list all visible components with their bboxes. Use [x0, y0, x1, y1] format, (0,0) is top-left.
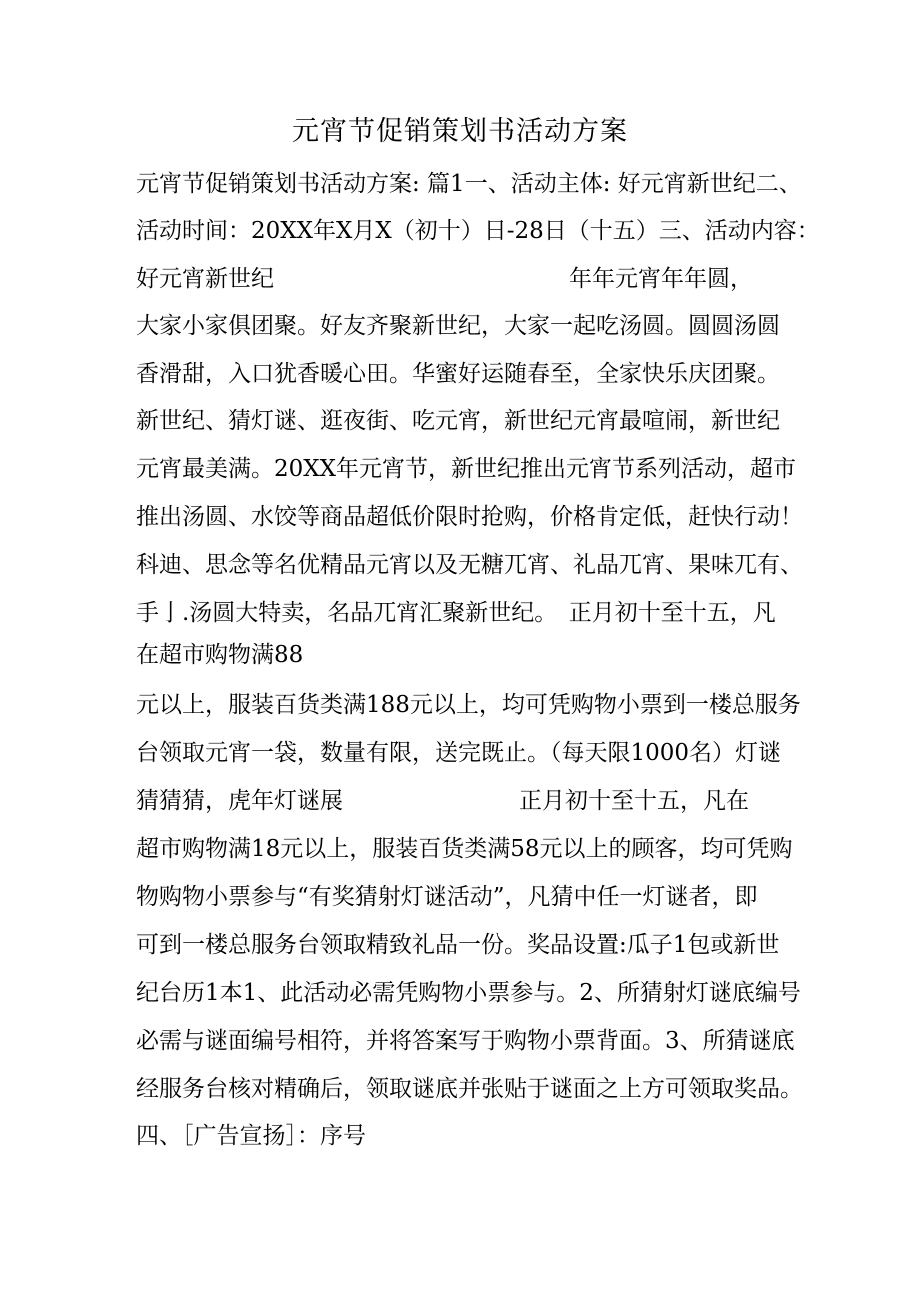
body-line-9: 科迪、思念等名优精品元宵以及无糖兀宵、礼品兀宵、果味兀有、 — [136, 552, 803, 578]
body-line-5: 香滑甜，入口犹香暖心田。华蜜好运随春至，全家快乐庆团聚。 — [136, 361, 780, 387]
body-line-20: 经服务台核对精确后，领取谜底并张贴于谜面之上方可领取奖品。 — [136, 1076, 803, 1102]
body-line-10: 手亅.汤圆大特卖，名品兀宵汇聚新世纪。 正月初十至十五，凡 — [136, 600, 776, 626]
body-line-18: 纪台历1本1、此活动必需凭购物小票参与。2、所猜射灯谜底编号 — [136, 980, 801, 1006]
document-title: 元宵节促销策划书活动方案 — [292, 116, 628, 147]
body-line-3 — [136, 261, 796, 297]
body-line-3-right: 年年元宵年年圆， — [569, 266, 753, 292]
body-line-21: 四、［广告宣扬］：序号 — [136, 1123, 366, 1149]
body-line-2: 活动时间：20XX年X月X（初十）日-28日（十五）三、活动内容： — [136, 218, 820, 244]
body-line-17: 可到一楼总服务台领取精致礼品一份。奖品设置:瓜子1包或新世 — [136, 932, 780, 958]
body-line-13: 台领取元宵一袋，数量有限，送完既止。（每天限1000名）灯谜 — [136, 740, 782, 766]
body-line-14-left: 猜猜猜，虎年灯谜展 — [136, 788, 343, 814]
body-line-4: 大家小家俱团聚。好友齐聚新世纪，大家一起吃汤圆。圆圆汤圆 — [136, 313, 780, 339]
body-line-15: 超市购物满18元以上，服装百货类满58元以上的顾客，均可凭购 — [136, 836, 793, 862]
body-line-1: 元宵节促销策划书活动方案: 篇1一、活动主体: 好元宵新世纪二、 — [136, 171, 802, 197]
body-line-7: 元宵最美满。20XX年元宵节，新世纪推出元宵节系列活动，超市 — [136, 456, 797, 482]
body-line-6: 新世纪、猜灯谜、逛夜街、吃元宵，新世纪元宵最喧闹，新世纪 — [136, 408, 780, 434]
body-line-3-left: 好元宵新世纪 — [136, 266, 274, 292]
body-line-12: 元以上，服装百货类满188元以上，均可凭购物小票到一楼总服务 — [136, 692, 801, 718]
body-line-11: 在超市购物满88 — [136, 642, 304, 668]
body-line-16: 物购物小票参与“有奖猜射灯谜活动”，凡猜中任一灯谜者，即 — [136, 884, 758, 910]
body-line-8: 推出汤圆、水饺等商品超低价限时抢购，价格肯定低，赶快行动！ — [136, 504, 803, 530]
body-line-19: 必需与谜面编号相符，并将答案写于购物小票背面。3、所猜谜底 — [136, 1028, 795, 1054]
body-line-14 — [136, 783, 796, 819]
body-line-14-right: 正月初十至十五，凡在 — [519, 788, 749, 814]
